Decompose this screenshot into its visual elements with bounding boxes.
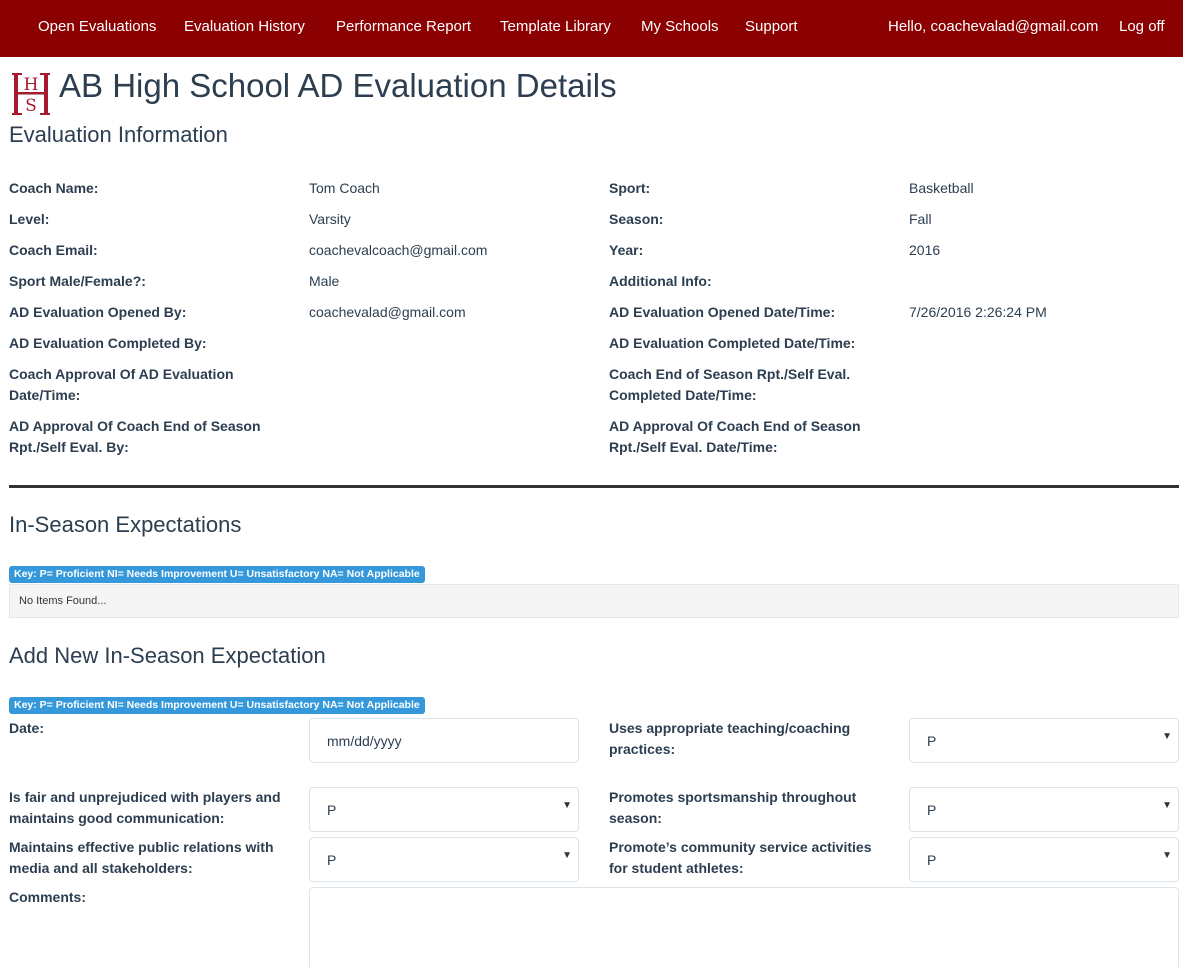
year-value: 2016 <box>909 242 941 258</box>
caret-down-icon: ▼ <box>1162 800 1172 811</box>
logo-letter-s: S <box>25 96 37 116</box>
completed-by-label: AD Evaluation Completed By: <box>9 335 207 351</box>
teaching-practices-select[interactable] <box>909 718 1179 763</box>
community-service-value: P <box>927 852 937 868</box>
section-divider <box>9 485 1179 488</box>
add-expectation-heading: Add New In-Season Expectation <box>9 643 326 668</box>
nav-support[interactable]: Support <box>745 18 798 35</box>
sportsmanship-select[interactable] <box>909 787 1179 832</box>
expectations-list <box>9 584 1179 618</box>
logo-letter-h: H <box>23 75 39 95</box>
nav-user-greeting[interactable]: Hello, coachevalad@gmail.com <box>888 18 1099 35</box>
caret-down-icon: ▼ <box>562 800 572 811</box>
navbar <box>0 0 1183 57</box>
coach-email-value: coachevalcoach@gmail.com <box>309 242 488 258</box>
caret-down-icon: ▼ <box>1162 731 1172 742</box>
evaluation-information-heading: Evaluation Information <box>9 122 228 147</box>
completed-date-label: AD Evaluation Completed Date/Time: <box>609 335 856 351</box>
sportsmanship-value: P <box>927 802 937 818</box>
nav-open-evaluations[interactable]: Open Evaluations <box>38 18 157 35</box>
comments-textarea[interactable] <box>309 887 1179 967</box>
nav-performance-report[interactable]: Performance Report <box>336 18 472 35</box>
nav-log-off[interactable]: Log off <box>1119 18 1165 35</box>
nav-template-library[interactable]: Template Library <box>500 18 611 35</box>
sport-label: Sport: <box>609 180 651 196</box>
sport-gender-label: Sport Male/Female?: <box>9 273 146 289</box>
additional-info-label: Additional Info: <box>609 273 712 289</box>
coach-approval-date-label: Coach Approval Of AD Evaluation Date/Time: <box>9 366 234 403</box>
nav-my-schools[interactable]: My Schools <box>641 18 719 35</box>
opened-by-label: AD Evaluation Opened By: <box>9 304 187 320</box>
season-label: Season: <box>609 211 664 227</box>
public-relations-select[interactable] <box>309 837 579 882</box>
date-input-placeholder: mm/dd/yyyy <box>327 733 402 749</box>
public-relations-value: P <box>327 852 337 868</box>
public-relations-label: Maintains effective public relations with media and all stakeholders: <box>9 839 274 876</box>
coach-email-label: Coach Email: <box>9 242 98 258</box>
coach-name-label: Coach Name: <box>9 180 99 196</box>
sport-gender-value: Male <box>309 273 340 289</box>
fair-communication-label: Is fair and unprejudiced with players and maintains good communication: <box>9 789 281 826</box>
level-label: Level: <box>9 211 50 227</box>
caret-down-icon: ▼ <box>1162 850 1172 861</box>
key-badge: Key: P= Proficient NI= Needs Improvement U= Unsatisfactory NA= Not Applicable <box>9 566 425 583</box>
fair-communication-select[interactable] <box>309 787 579 832</box>
nav-evaluation-history[interactable]: Evaluation History <box>184 18 305 35</box>
opened-date-value: 7/26/2016 2:26:24 PM <box>909 304 1047 320</box>
end-season-completed-date-label: Coach End of Season Rpt./Self Eval. Completed Date/Time: <box>609 366 851 403</box>
caret-down-icon: ▼ <box>562 850 572 861</box>
coach-name-value: Tom Coach <box>309 180 380 196</box>
year-label: Year: <box>609 242 644 258</box>
opened-date-label: AD Evaluation Opened Date/Time: <box>609 304 836 320</box>
opened-by-value: coachevalad@gmail.com <box>309 304 466 320</box>
ad-approval-date-label: AD Approval Of Coach End of Season Rpt./Self Eval. Date/Time: <box>609 418 861 455</box>
ad-approval-by-label: AD Approval Of Coach End of Season Rpt./Self Eval. By: <box>9 418 261 455</box>
community-service-label: Promote’s community service activities for student athletes: <box>609 839 872 876</box>
date-label: Date: <box>9 720 45 736</box>
key-badge: Key: P= Proficient NI= Needs Improvement U= Unsatisfactory NA= Not Applicable <box>9 697 425 714</box>
date-input[interactable] <box>309 718 579 763</box>
teaching-practices-label: Uses appropriate teaching/coaching practices: <box>609 720 851 757</box>
school-logo-icon <box>12 71 54 117</box>
in-season-expectations-heading: In-Season Expectations <box>9 512 242 537</box>
fair-communication-value: P <box>327 802 337 818</box>
sportsmanship-label: Promotes sportsmanship throughout season: <box>609 789 857 826</box>
teaching-practices-value: P <box>927 733 937 749</box>
level-value: Varsity <box>309 211 351 227</box>
season-value: Fall <box>909 211 932 227</box>
comments-label: Comments: <box>9 889 87 905</box>
sport-value: Basketball <box>909 180 974 196</box>
no-items-text: No Items Found... <box>19 595 107 607</box>
community-service-select[interactable] <box>909 837 1179 882</box>
page-title: AB High School AD Evaluation Details <box>59 67 617 104</box>
